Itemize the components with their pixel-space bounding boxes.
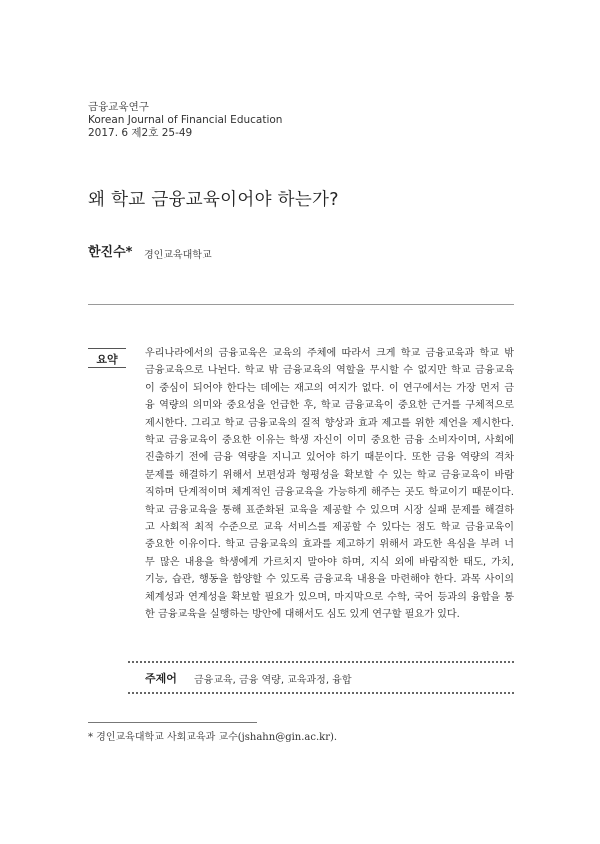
abstract-line: 한 금융교육을 실행하는 방안에 대해서도 심도 있게 연구할 필요가 있다.: [145, 609, 460, 621]
abstract-line: 이 중심이 되어야 한다는 데에는 재고의 여지가 없다. 이 연구에서는 가장 먼저 금: [145, 382, 514, 394]
abstract-body: [145, 345, 514, 624]
abstract-line: 무 많은 내용을 학생에게 가르치지 말아야 하며, 지식 외에 바람직한 태도, 가치,: [145, 556, 514, 568]
author-affiliation: 경인교육대학교: [144, 250, 212, 261]
keywords-text: 금융교육, 금융 역량, 교육과정, 융합: [194, 675, 352, 686]
abstract-label-box: [88, 348, 126, 366]
paper-title: 왜 학교 금융교육이어야 하는가?: [88, 190, 339, 210]
journal-name-english: Korean Journal of Financial Education: [88, 114, 283, 126]
abstract-line: 직하며 단계적이며 체계적인 금융교육을 가능하게 해주는 곳도 학교이기 때문이다.: [145, 487, 514, 499]
abstract-line: 학교 금융교육을 통해 표준화된 교육을 제공할 수 있으며 시장 실패 문제를 해결하: [145, 504, 514, 516]
abstract-label-rule-bottom: [88, 367, 126, 368]
abstract-line: 고 사회적 최적 수준으로 교육 서비스를 제공할 수 있다는 점도 학교 금융교육이: [145, 522, 514, 534]
header-divider: [88, 304, 514, 305]
abstract-line: 금융교육으로 나뉜다. 학교 밖 금융교육의 역할을 무시할 수 없지만 학교 금융교육: [145, 365, 514, 377]
abstract-line: 진출하기 전에 금융 역량을 지니고 있어야 하기 때문이다. 또한 금융 역량의 격차: [145, 452, 514, 464]
abstract-label-rule-top: [88, 348, 126, 349]
keywords-label: 주제어: [145, 672, 177, 685]
abstract-line: 융 역량의 의미와 중요성을 언급한 후, 학교 금융교육이 중요한 근거를 구체적으로: [145, 400, 514, 412]
abstract-line: 학교 금융교육이 중요한 이유는 학생 자신이 이미 중요한 금융 소비자이며, 사회에: [145, 435, 514, 447]
author-name: 한진수*: [88, 245, 133, 260]
journal-name-korean: 금융교육연구: [88, 101, 149, 113]
journal-issue: 2017. 6 제2호 25-49: [88, 127, 193, 139]
abstract-line: 문제를 해결하기 위해서 보편성과 형평성을 확보할 수 있는 학교 금융교육이 바람: [145, 469, 514, 481]
keywords-rule-top: [128, 661, 514, 663]
abstract-line: 우리나라에서의 금융교육은 교육의 주체에 따라서 크게 학교 금융교육과 학교 밖: [145, 348, 514, 359]
abstract-line: 중요한 이유이다. 학교 금융교육의 효과를 제고하기 위해서 과도한 욕심을 부려 너: [145, 539, 514, 551]
footnote: * 경인교육대학교 사회교육과 교수(jshahn@gin.ac.kr).: [88, 732, 338, 743]
abstract-line: 기능, 습관, 행동을 함양할 수 있도록 금융교육 내용을 마련해야 한다. 과목 사이의: [145, 574, 514, 586]
abstract-line: 체계성과 연계성을 확보할 필요가 있으며, 마지막으로 수학, 국어 등과의 융합을 통: [145, 591, 514, 603]
keywords-rule-bottom: [128, 692, 514, 694]
abstract-label: 요약: [96, 353, 118, 366]
journal-info: [88, 101, 282, 140]
footnote-divider: [88, 722, 257, 723]
abstract-line: 제시한다. 그리고 학교 금융교육의 질적 향상과 효과 제고를 위한 제언을 제시한다.: [145, 417, 514, 429]
